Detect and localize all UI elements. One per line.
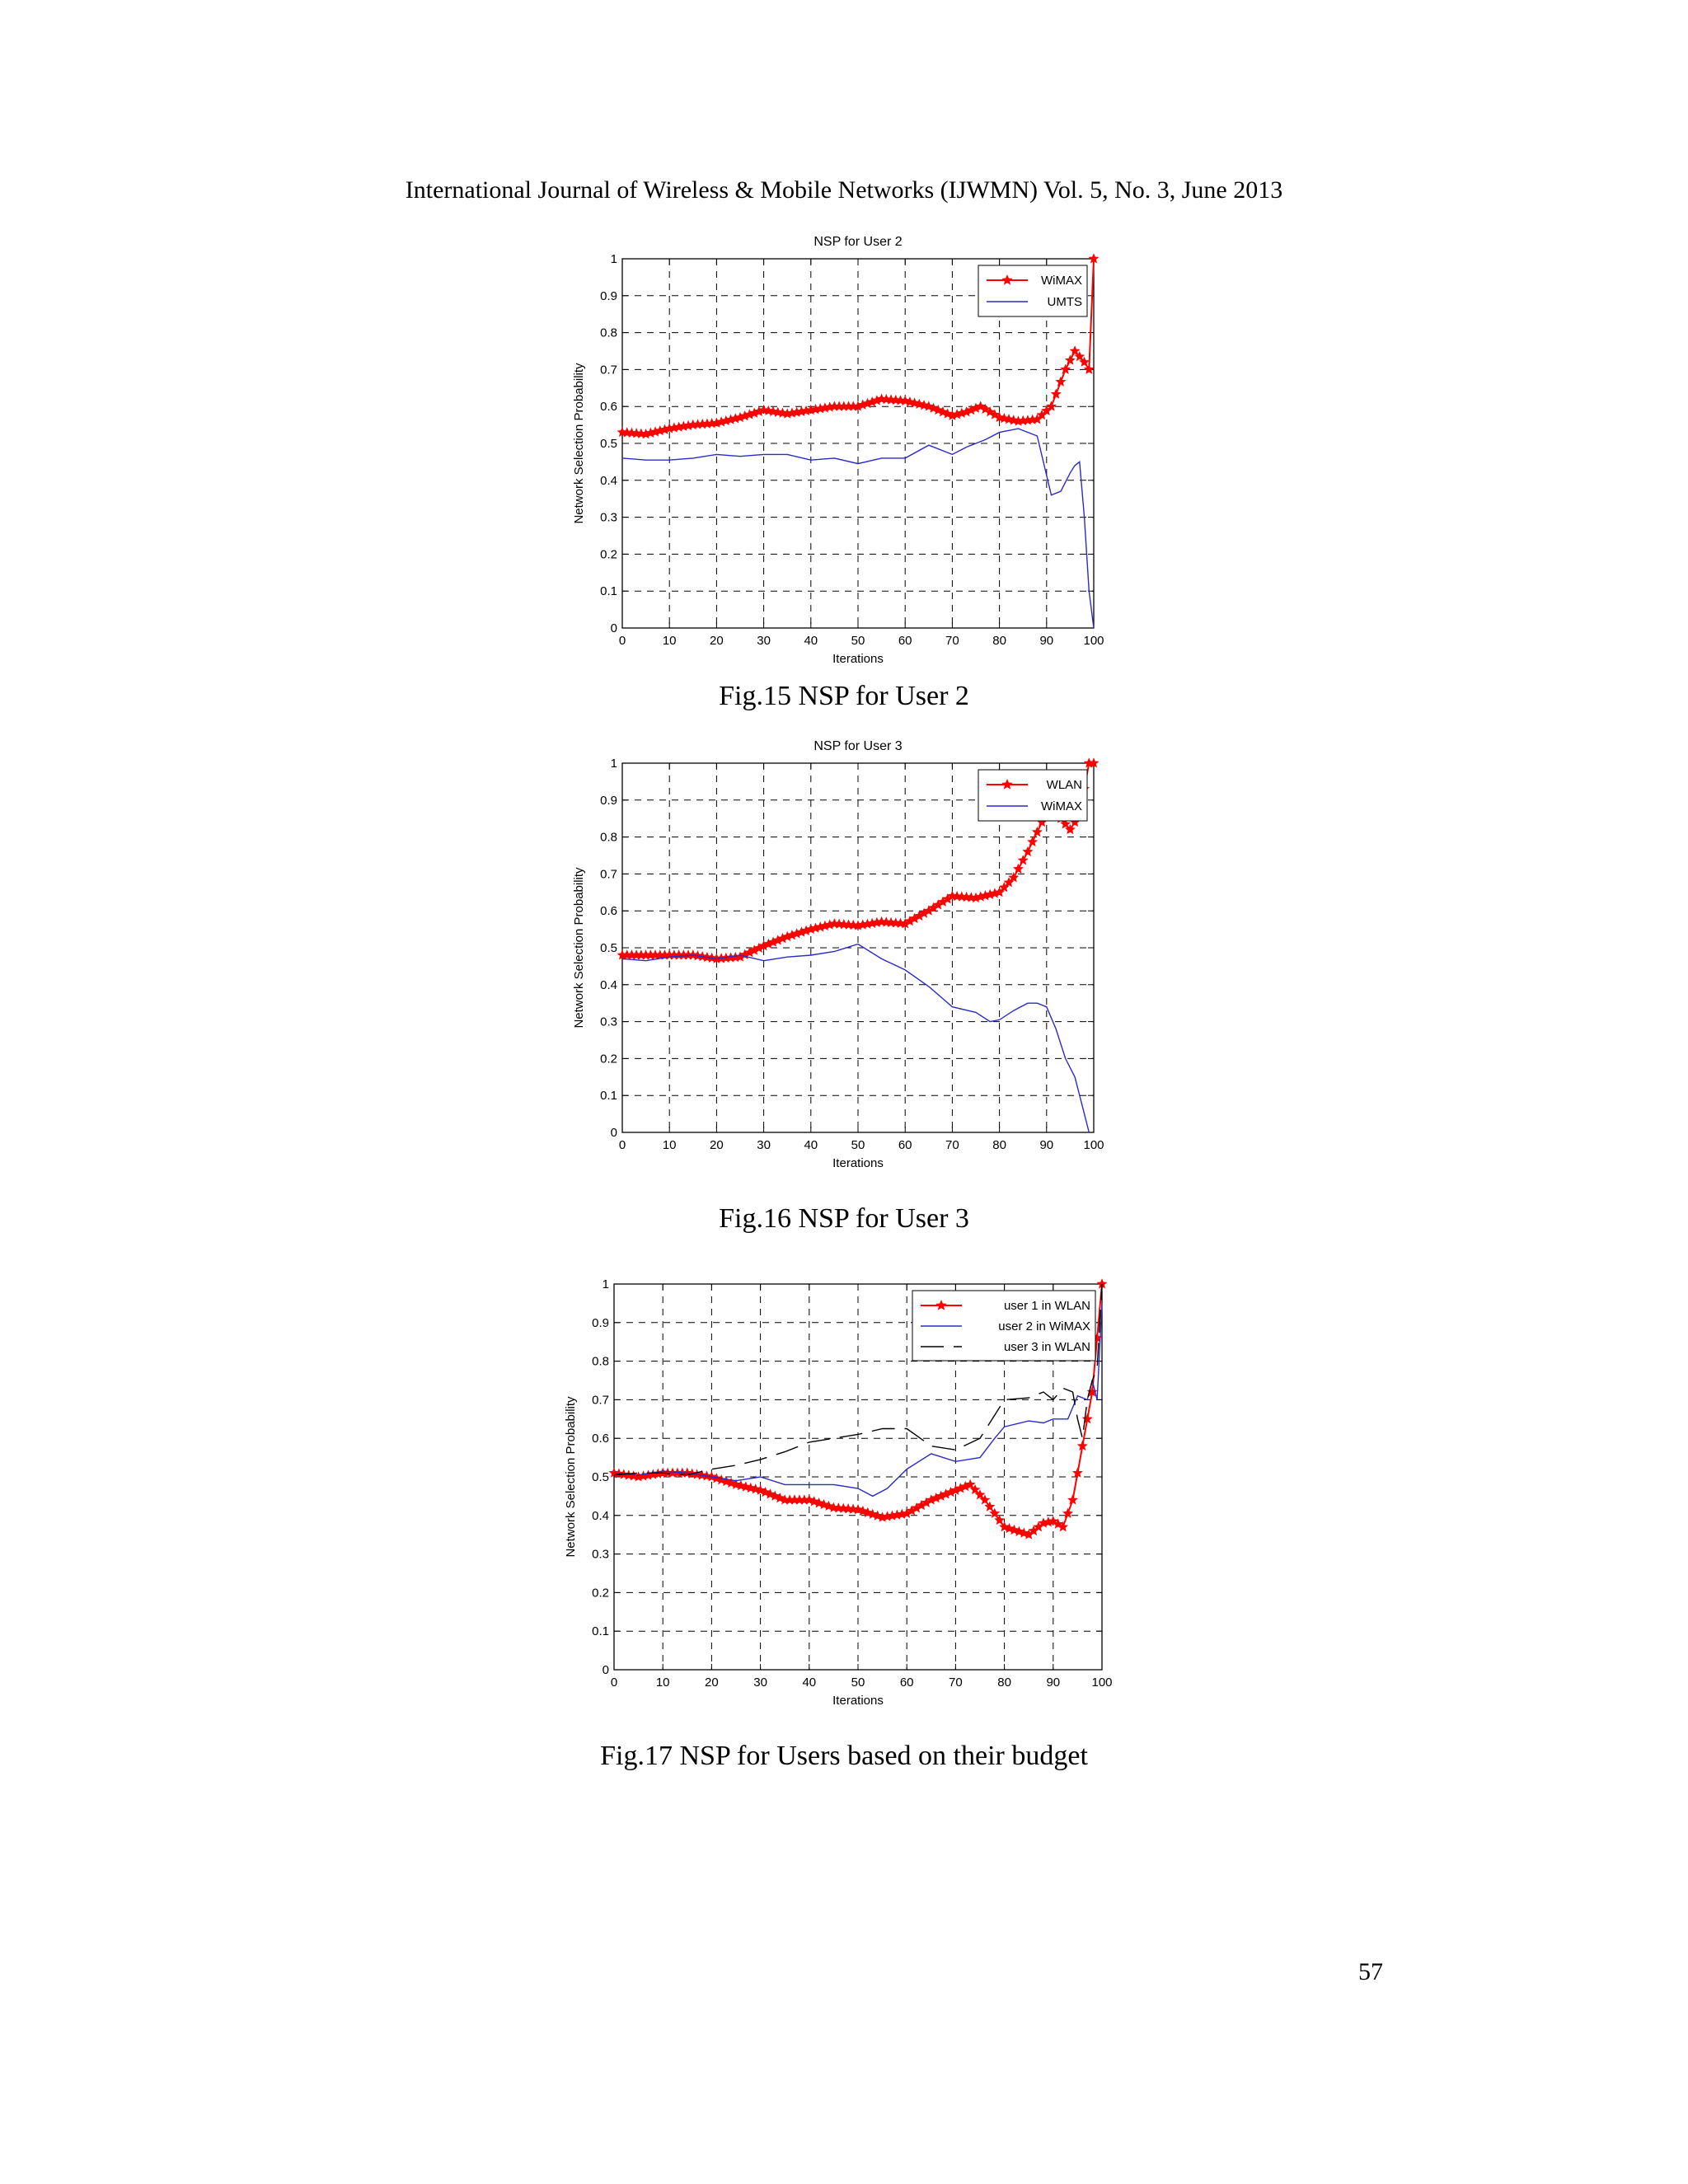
data-point-marker: [1066, 355, 1075, 364]
x-tick-label: 30: [757, 1138, 771, 1152]
legend-label: user 1 in WLAN: [1003, 1299, 1090, 1313]
data-point-marker: [1068, 1495, 1077, 1504]
y-tick-label: 1: [610, 757, 617, 771]
series-wimax: [622, 944, 1089, 1133]
chart-16-svg: [540, 727, 1133, 1180]
y-tick-label: 0.3: [600, 510, 617, 525]
x-tick-label: 90: [1039, 1138, 1054, 1152]
x-tick-label: 80: [997, 1675, 1011, 1690]
y-tick-label: 1: [610, 252, 617, 266]
y-tick-label: 0.6: [600, 904, 617, 919]
x-tick-label: 60: [899, 1675, 914, 1690]
x-tick-label: 40: [802, 1675, 817, 1690]
y-tick-label: 0.5: [600, 941, 617, 955]
figure-15-chart: [540, 223, 1133, 676]
y-tick-label: 0.2: [600, 1052, 617, 1066]
x-tick-label: 20: [705, 1675, 719, 1690]
chart-title: NSP for User 2: [814, 235, 903, 249]
y-tick-label: 0.6: [592, 1432, 609, 1446]
y-tick-label: 0: [610, 621, 617, 635]
running-header: International Journal of Wireless & Mobile Networks (IJWMN) Vol. 5, No. 3, June 2013: [405, 176, 1283, 204]
y-tick-label: 0.8: [600, 326, 617, 340]
y-tick-label: 0.3: [600, 1015, 617, 1029]
legend: [912, 1291, 1095, 1361]
legend-label: WiMAX: [1041, 274, 1082, 288]
data-point-marker: [1056, 377, 1065, 386]
legend: [978, 770, 1087, 821]
y-tick-label: 0: [610, 1126, 617, 1140]
x-tick-label: 100: [1091, 1675, 1113, 1690]
y-tick-label: 0.9: [592, 1315, 609, 1330]
y-tick-label: 0.7: [600, 363, 617, 377]
figure-15-caption: Fig.15 NSP for User 2: [719, 681, 969, 711]
chart-title: NSP for User 3: [814, 739, 903, 753]
data-point-marker: [1018, 855, 1027, 865]
x-tick-label: 50: [851, 1138, 865, 1152]
y-tick-label: 0.4: [592, 1508, 609, 1523]
x-tick-label: 10: [662, 634, 677, 648]
data-point-marker: [1061, 364, 1070, 373]
x-tick-label: 0: [618, 634, 626, 648]
x-tick-label: 40: [804, 1138, 818, 1152]
data-point-marker: [1085, 364, 1094, 373]
x-tick-label: 0: [610, 1675, 618, 1690]
x-tick-label: 80: [992, 634, 1006, 648]
data-point-marker: [1028, 837, 1037, 846]
y-tick-label: 0.4: [600, 977, 617, 992]
y-axis-label: Network Selection Probability: [572, 867, 586, 1029]
data-point-marker: [1014, 864, 1023, 873]
y-tick-label: 0.7: [600, 867, 617, 882]
y-tick-label: 0.5: [600, 437, 617, 451]
y-axis-label: Network Selection Probability: [564, 1396, 578, 1558]
figure-17-caption: Fig.17 NSP for Users based on their budget: [600, 1741, 1088, 1771]
x-tick-label: 60: [898, 1138, 912, 1152]
x-tick-label: 10: [662, 1138, 677, 1152]
series-line: [622, 944, 1089, 1133]
y-axis-label: Network Selection Probability: [572, 363, 586, 524]
x-tick-label: 50: [851, 1675, 865, 1690]
x-tick-label: 20: [710, 634, 724, 648]
data-point-marker: [1023, 847, 1032, 856]
x-tick-label: 30: [753, 1675, 767, 1690]
x-axis-label: Iterations: [832, 652, 884, 666]
data-point-marker: [1033, 827, 1042, 837]
y-tick-label: 0.1: [600, 1089, 617, 1104]
x-tick-label: 0: [618, 1138, 626, 1152]
x-tick-label: 70: [945, 634, 959, 648]
y-tick-label: 0.5: [592, 1470, 609, 1484]
page-number: 57: [1358, 1958, 1383, 1985]
x-tick-label: 90: [1046, 1675, 1061, 1690]
legend-label: WLAN: [1046, 778, 1082, 792]
y-tick-label: 0.2: [600, 547, 617, 562]
figure-17-chart: [540, 1261, 1133, 1722]
y-tick-label: 0: [602, 1663, 609, 1677]
y-tick-label: 1: [602, 1277, 609, 1291]
y-tick-label: 0.3: [592, 1547, 609, 1562]
x-tick-label: 70: [949, 1675, 963, 1690]
x-tick-label: 80: [992, 1138, 1006, 1152]
y-tick-label: 0.6: [600, 400, 617, 415]
y-tick-label: 0.4: [600, 473, 617, 488]
x-tick-label: 30: [757, 634, 771, 648]
y-tick-label: 0.7: [592, 1393, 609, 1408]
x-axis-label: Iterations: [832, 1694, 884, 1708]
legend-label: WiMAX: [1041, 799, 1082, 813]
y-tick-label: 0.8: [600, 830, 617, 845]
x-tick-label: 10: [655, 1675, 670, 1690]
x-tick-label: 70: [945, 1138, 959, 1152]
y-tick-label: 0.9: [600, 793, 617, 808]
y-tick-label: 0.1: [592, 1624, 609, 1639]
x-tick-label: 100: [1083, 1138, 1104, 1152]
x-tick-label: 20: [710, 1138, 724, 1152]
data-point-marker: [1052, 389, 1061, 398]
figure-16-caption: Fig.16 NSP for User 3: [719, 1203, 969, 1234]
legend-label: user 2 in WiMAX: [998, 1319, 1090, 1333]
x-tick-label: 50: [851, 634, 865, 648]
y-tick-label: 0.8: [592, 1354, 609, 1369]
chart-15-svg: [540, 223, 1133, 676]
y-tick-label: 0.9: [600, 288, 617, 303]
x-tick-label: 100: [1083, 634, 1104, 648]
x-tick-label: 90: [1039, 634, 1054, 648]
chart-17-svg: [540, 1261, 1133, 1722]
x-tick-label: 40: [804, 634, 818, 648]
figure-16-chart: [540, 727, 1133, 1180]
x-axis-label: Iterations: [832, 1156, 884, 1170]
x-tick-label: 60: [898, 634, 912, 648]
legend: [978, 265, 1087, 316]
y-tick-label: 0.2: [592, 1586, 609, 1601]
y-tick-label: 0.1: [600, 584, 617, 599]
legend-label: UMTS: [1047, 295, 1082, 309]
data-point-marker: [1063, 1508, 1072, 1517]
legend-label: user 3 in WLAN: [1003, 1340, 1090, 1354]
